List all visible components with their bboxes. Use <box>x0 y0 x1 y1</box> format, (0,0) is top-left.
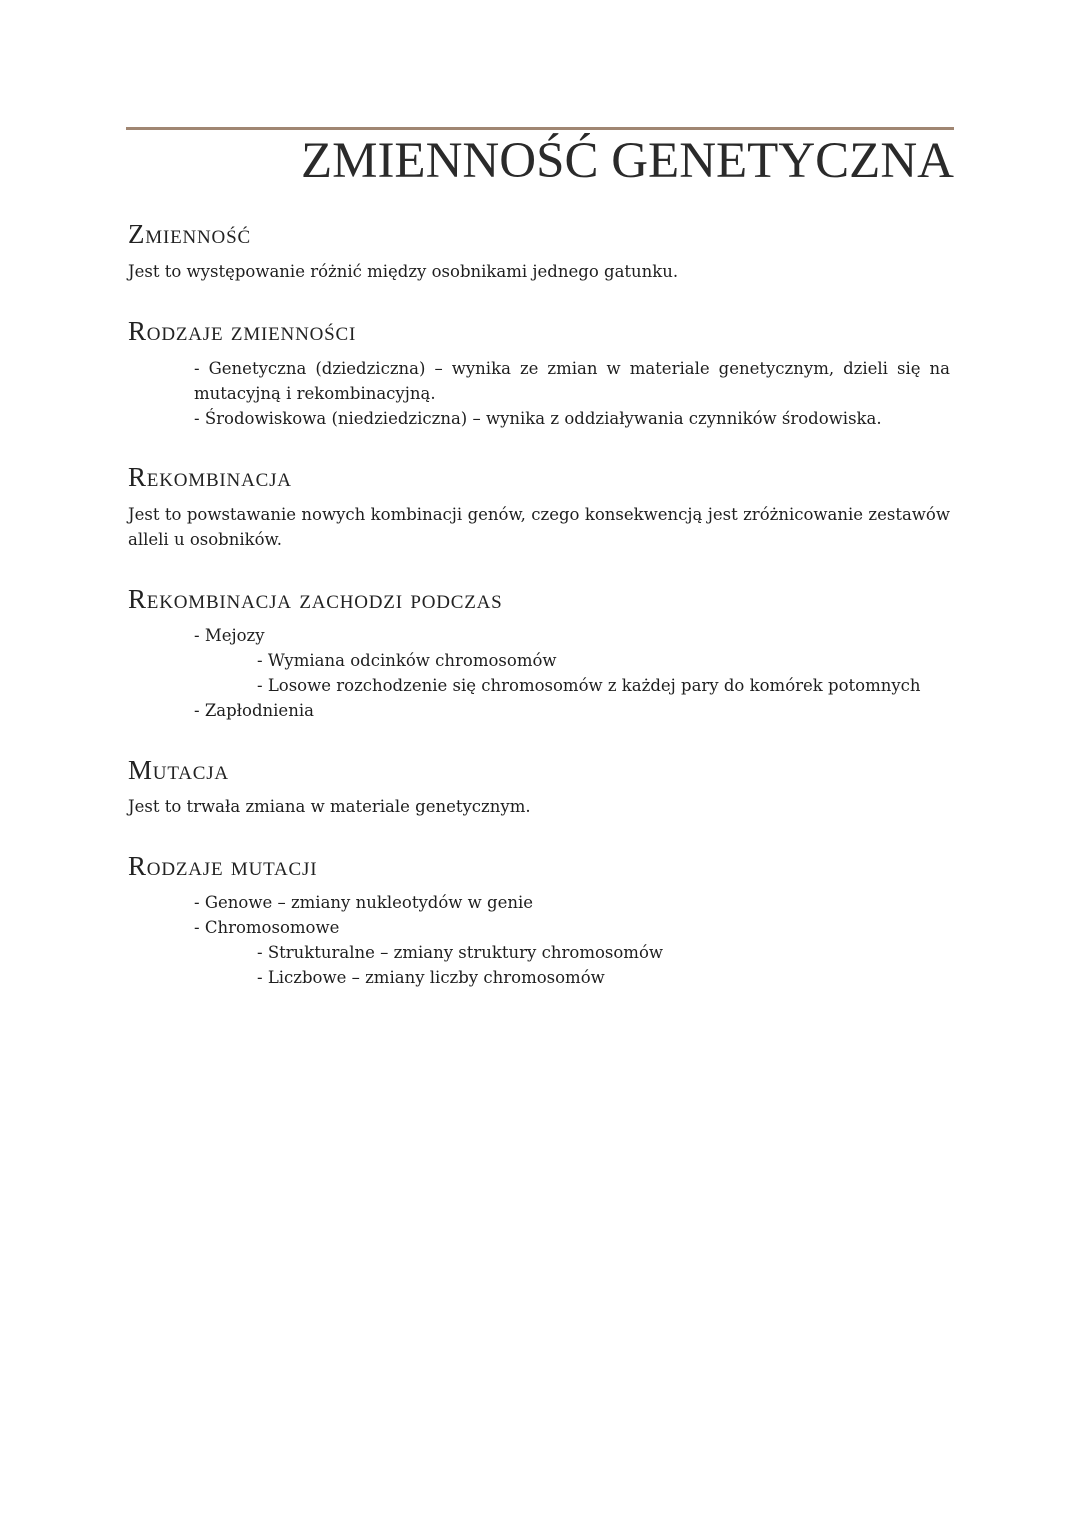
text-rekombinacja: Jest to powstawanie nowych kombinacji genów, czego konsekwencją jest zróżnicowanie zestawów alleli u osobników. <box>128 505 950 549</box>
list-item-strukturalne: - Strukturalne – zmiany struktury chromosomów <box>257 943 663 962</box>
text-zmiennosc: Jest to występowanie różnić między osobnikami jednego gatunku. <box>128 262 679 281</box>
heading-zmiennosc: Zmienność <box>128 219 251 249</box>
heading-mutacja: Mutacja <box>128 755 229 785</box>
heading-rodzaje-mutacji: Rodzaje mutacji <box>128 851 318 881</box>
list-item-zaplodnienia: - Zapłodnienia <box>194 701 314 720</box>
list-item-mejozy: - Mejozy <box>194 626 265 645</box>
list-item-chromosomowe: - Chromosomowe <box>194 918 340 937</box>
title-rule <box>126 127 954 130</box>
list-item-srodowiskowa: - Środowiskowa (niedziedziczna) – wynika z oddziaływania czynników środowiska. <box>194 409 882 428</box>
list-item-genowe: - Genowe – zmiany nukleotydów w genie <box>194 893 534 912</box>
list-item-genetyczna: - Genetyczna (dziedziczna) – wynika ze zmian w materiale genetycznym, dzieli się na mutacyjną i rekombinacyjną. <box>194 359 950 403</box>
page-title: ZMIENNOŚĆ GENETYCZNA <box>300 133 954 189</box>
text-mutacja: Jest to trwała zmiana w materiale genetycznym. <box>128 797 531 816</box>
heading-rodzaje-zmiennosci: Rodzaje zmienności <box>128 316 357 346</box>
list-item-wymiana: - Wymiana odcinków chromosomów <box>257 651 557 670</box>
list-item-losowe: - Losowe rozchodzenie się chromosomów z każdej pary do komórek potomnych <box>257 676 921 695</box>
heading-rekombinacja-podczas: Rekombinacja zachodzi podczas <box>128 584 503 614</box>
list-item-liczbowe: - Liczbowe – zmiany liczby chromosomów <box>257 968 605 987</box>
heading-rekombinacja: Rekombinacja <box>128 462 292 492</box>
